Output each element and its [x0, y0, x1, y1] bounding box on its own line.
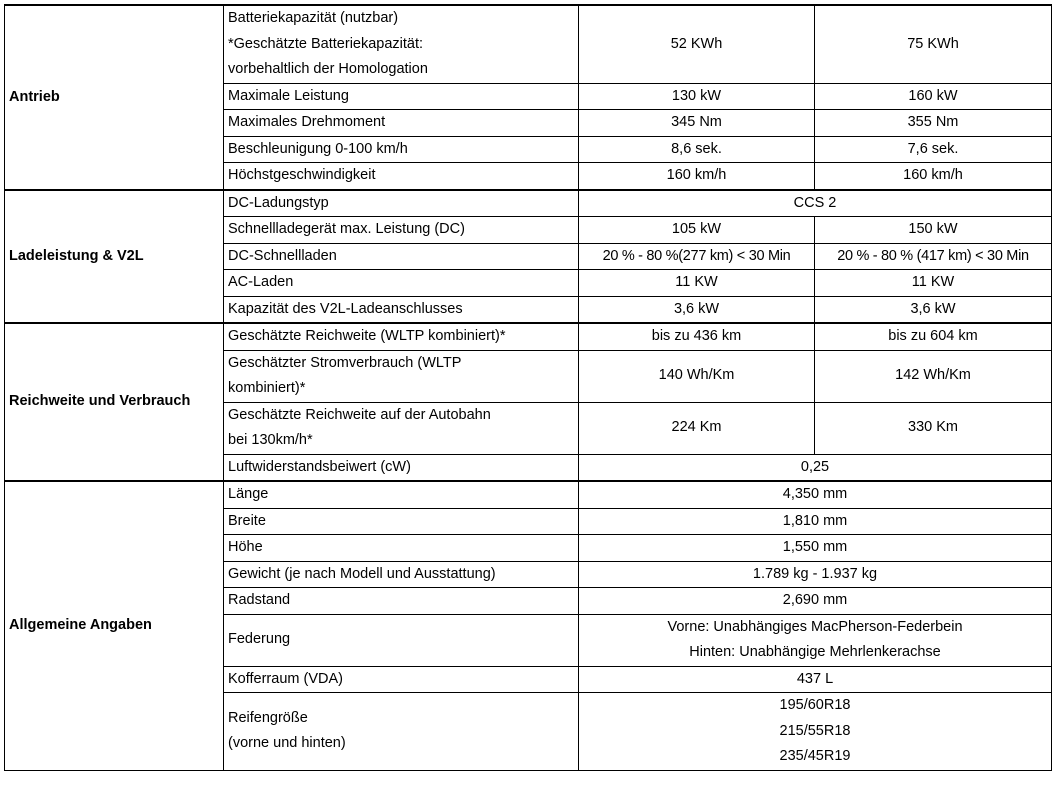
- cell-value-merged: 437 L: [579, 666, 1052, 693]
- cell-value-1: 20 % - 80 %(277 km) < 30 Min: [579, 243, 815, 270]
- cell-value-2: 20 % - 80 % (417 km) < 30 Min: [815, 243, 1052, 270]
- row-label: Gewicht (je nach Modell und Ausstattung): [224, 561, 579, 588]
- row-label: Geschätzte Reichweite auf der Autobahn bei 130km/h*: [224, 402, 579, 454]
- cell-value-2: 11 KW: [815, 270, 1052, 297]
- row-label: Radstand: [224, 588, 579, 615]
- cell-value-merged: 2,690 mm: [579, 588, 1052, 615]
- cell-value-merged: 195/60R18 215/55R18 235/45R19: [579, 693, 1052, 771]
- section-title-reichweite: Reichweite und Verbrauch: [5, 323, 224, 481]
- row-label: Schnellladegerät max. Leistung (DC): [224, 217, 579, 244]
- cell-value-1: 345 Nm: [579, 110, 815, 137]
- cell-value-merged: 4,350 mm: [579, 481, 1052, 508]
- row-label: Federung: [224, 614, 579, 666]
- cell-value-2: 150 kW: [815, 217, 1052, 244]
- cell-value-merged: 1,550 mm: [579, 535, 1052, 562]
- row-label: Höchstgeschwindigkeit: [224, 163, 579, 190]
- row-label: Kapazität des V2L-Ladeanschlusses: [224, 296, 579, 323]
- row-label: Reifengröße (vorne und hinten): [224, 693, 579, 771]
- cell-value-merged: Vorne: Unabhängiges MacPherson-Federbein Hinten: Unabhängige Mehrlenkerachse: [579, 614, 1052, 666]
- row-label: Geschätzte Reichweite (WLTP kombiniert)*: [224, 323, 579, 350]
- row-label: Breite: [224, 508, 579, 535]
- section-title-allgemein: Allgemeine Angaben: [5, 481, 224, 770]
- cell-value-1: 3,6 kW: [579, 296, 815, 323]
- row-label: Maximale Leistung: [224, 83, 579, 110]
- cell-value-merged: CCS 2: [579, 190, 1052, 217]
- cell-value-1: 52 KWh: [579, 5, 815, 83]
- cell-value-2: 75 KWh: [815, 5, 1052, 83]
- cell-value-1: 160 km/h: [579, 163, 815, 190]
- cell-value-merged: 0,25: [579, 454, 1052, 481]
- row-label: Kofferraum (VDA): [224, 666, 579, 693]
- cell-value-2: 160 kW: [815, 83, 1052, 110]
- cell-value-2: 3,6 kW: [815, 296, 1052, 323]
- cell-value-2: 142 Wh/Km: [815, 350, 1052, 402]
- cell-value-2: 330 Km: [815, 402, 1052, 454]
- cell-value-1: 105 kW: [579, 217, 815, 244]
- cell-value-2: 355 Nm: [815, 110, 1052, 137]
- table-row: [5, 190, 1052, 217]
- cell-value-1: 11 KW: [579, 270, 815, 297]
- cell-value-1: 130 kW: [579, 83, 815, 110]
- row-label: Geschätzter Stromverbrauch (WLTP kombiniert)*: [224, 350, 579, 402]
- cell-value-merged: 1.789 kg - 1.937 kg: [579, 561, 1052, 588]
- row-label: Höhe: [224, 535, 579, 562]
- cell-value-2: 160 km/h: [815, 163, 1052, 190]
- row-label: Luftwiderstandsbeiwert (cW): [224, 454, 579, 481]
- cell-value-1: bis zu 436 km: [579, 323, 815, 350]
- row-label: Maximales Drehmoment: [224, 110, 579, 137]
- row-label: Länge: [224, 481, 579, 508]
- table-row: [5, 481, 1052, 508]
- row-label: Batteriekapazität (nutzbar) *Geschätzte Batteriekapazität: vorbehaltlich der Homologation: [224, 5, 579, 83]
- row-label: AC-Laden: [224, 270, 579, 297]
- spec-table: [4, 4, 1052, 771]
- spec-table-container: [4, 4, 1052, 771]
- cell-value-2: bis zu 604 km: [815, 323, 1052, 350]
- row-label: DC-Schnellladen: [224, 243, 579, 270]
- cell-value-merged: 1,810 mm: [579, 508, 1052, 535]
- row-label: DC-Ladungstyp: [224, 190, 579, 217]
- section-title-antrieb: Antrieb: [5, 5, 224, 190]
- section-title-ladeleistung: Ladeleistung & V2L: [5, 190, 224, 324]
- cell-value-1: 224 Km: [579, 402, 815, 454]
- cell-value-1: 8,6 sek.: [579, 136, 815, 163]
- cell-value-2: 7,6 sek.: [815, 136, 1052, 163]
- row-label: Beschleunigung 0-100 km/h: [224, 136, 579, 163]
- cell-value-1: 140 Wh/Km: [579, 350, 815, 402]
